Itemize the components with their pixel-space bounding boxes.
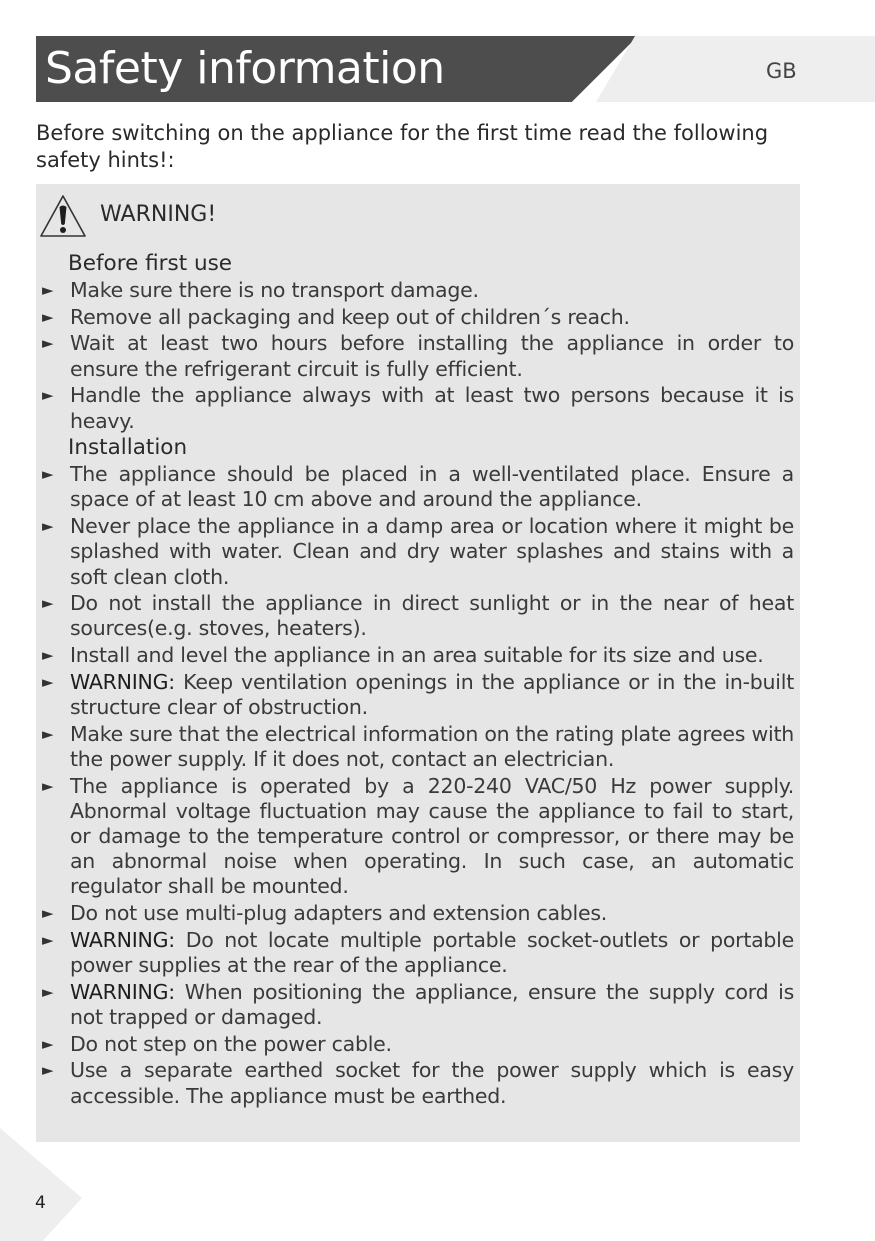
section-title: Before first use — [68, 251, 233, 276]
page-number: 4 — [35, 1193, 46, 1213]
intro-text: Before switching on the appliance for the first time read the following safety hints!: — [36, 121, 769, 172]
warning-heading: WARNING! — [100, 202, 217, 227]
item-text: Make sure there is no transport damage. — [70, 278, 479, 302]
item-text: Keep ventilation openings in the appliance or in the in-built structure clear of obstruction. — [70, 669, 794, 720]
bullet-arrow-icon: ► — [42, 904, 54, 923]
item-text: Wait at least two hours before installing the appliance in order to ensure the refrigerant circuit is fully efficient. — [70, 331, 794, 381]
item-text: When positioning the appliance, ensure the supply cord is not trapped or damaged. — [70, 979, 794, 1029]
list-item — [38, 462, 794, 512]
corner-decoration — [0, 1128, 82, 1241]
list-item — [38, 643, 794, 668]
list-item — [38, 331, 794, 381]
item-text: Use a separate earthed socket for the power supply which is easy accessible. The appliance must be earthed. — [70, 1058, 794, 1108]
item-text: The appliance is operated by a 220-240 VAC/50 Hz power supply. Abnormal voltage fluctuation may cause the appliance to fail to start, or damage to the temperature control or compressor, or there may be an abnormal noise when operating. In such case, an automatic regulator shall be mounted. — [70, 773, 794, 899]
item-text: Do not use multi-plug adapters and extension cables. — [70, 901, 608, 926]
item-text: Do not locate multiple portable socket-outlets or portable power supplies at the rear of the appliance. — [70, 927, 794, 978]
bullet-arrow-icon: ► — [42, 672, 54, 691]
list-item — [38, 670, 794, 720]
bullet-arrow-icon: ► — [42, 465, 54, 484]
language-code: GB — [766, 59, 797, 83]
list-item — [38, 980, 794, 1030]
list-item — [38, 514, 794, 590]
item-text: Install and level the appliance in an area suitable for its size and use. — [70, 643, 764, 668]
bullet-arrow-icon: ► — [42, 930, 54, 949]
list-item — [38, 901, 794, 926]
warning-label: WARNING: — [70, 979, 175, 1004]
header-accent — [596, 36, 875, 102]
bullet-arrow-icon: ► — [42, 1061, 54, 1080]
item-text: Do not install the appliance in direct sunlight or in the near of heat sources(e.g. stoves, heaters). — [70, 591, 794, 641]
page-title: Safety information — [45, 43, 445, 94]
bullet-arrow-icon: ► — [42, 724, 54, 743]
list-item — [38, 305, 794, 330]
bullet-arrow-icon: ► — [42, 776, 54, 795]
list-item — [38, 928, 794, 978]
list-item — [38, 591, 794, 641]
warning-label: WARNING: — [70, 927, 175, 952]
bullet-arrow-icon: ► — [42, 517, 54, 536]
item-text: Do not step on the power cable. — [70, 1031, 392, 1056]
section-title: Installation — [68, 435, 188, 461]
bullet-arrow-icon: ► — [42, 307, 54, 326]
list-item — [38, 1058, 794, 1108]
safety-item-list — [38, 251, 794, 1110]
list-item — [38, 1032, 794, 1057]
bullet-arrow-icon: ► — [42, 281, 54, 299]
item-text: The appliance should be placed in a well-ventilated place. Ensure a space of at least 10 cm above and around the appliance. — [70, 462, 794, 512]
item-text: Handle the appliance always with at least two persons because it is heavy. — [70, 383, 794, 433]
bullet-arrow-icon: ► — [42, 1034, 54, 1053]
warning-label: WARNING: — [70, 669, 175, 694]
bullet-arrow-icon: ► — [42, 386, 54, 405]
warning-triangle-icon — [38, 193, 88, 239]
bullet-arrow-icon: ► — [42, 646, 54, 665]
item-text: Make sure that the electrical information on the rating plate agrees with the power supply. If it does not, contact an electrician. — [70, 721, 794, 771]
bullet-arrow-icon: ► — [42, 334, 54, 353]
list-item — [38, 383, 794, 433]
item-text: Remove all packaging and keep out of children´s reach. — [70, 304, 630, 329]
list-item — [38, 278, 794, 303]
bullet-arrow-icon: ► — [42, 594, 54, 613]
bullet-arrow-icon: ► — [42, 982, 54, 1001]
list-item — [38, 722, 794, 772]
item-text: Never place the appliance in a damp area or location where it might be splashed with water. Clean and dry water splashes and stains with a soft clean cloth. — [70, 514, 794, 589]
list-item — [38, 774, 794, 900]
